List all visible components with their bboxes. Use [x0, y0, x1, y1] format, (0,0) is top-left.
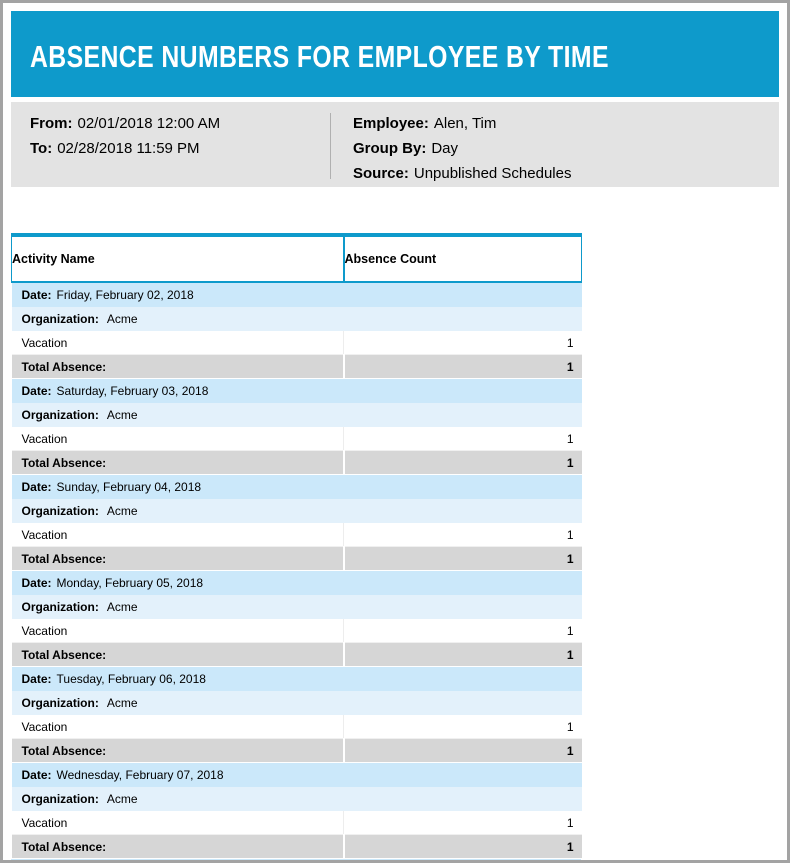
absence-table [11, 233, 582, 859]
activity-row [12, 715, 582, 739]
total-label: Total Absence: [12, 547, 344, 571]
column-header-absence-count: Absence Count [344, 235, 582, 282]
total-count: 1 [344, 739, 582, 763]
activity-row [12, 619, 582, 643]
date-row [12, 667, 582, 692]
organization-label: Organization: [21, 696, 99, 710]
total-count: 1 [344, 355, 582, 379]
employee-parameter [353, 111, 571, 136]
from-label: From: [30, 115, 73, 132]
date-value: Monday, February 05, 2018 [56, 576, 204, 590]
group-by-value: Day [431, 140, 459, 157]
table-header-row [12, 235, 582, 282]
organization-value: Acme [106, 408, 138, 422]
date-label: Date: [21, 768, 52, 782]
group-by-label: Group By: [353, 140, 427, 157]
total-count: 1 [344, 547, 582, 571]
date-value: Friday, February 02, 2018 [56, 288, 194, 302]
activity-count: 1 [344, 619, 582, 643]
source-parameter [353, 161, 571, 186]
organization-value: Acme [106, 504, 138, 518]
date-row [12, 763, 582, 788]
date-value: Sunday, February 04, 2018 [56, 480, 202, 494]
organization-label: Organization: [21, 600, 99, 614]
next-date-row-partial [11, 859, 581, 863]
activity-name: Vacation [12, 715, 344, 739]
source-value: Unpublished Schedules [413, 165, 572, 182]
activity-name: Vacation [12, 523, 344, 547]
date-row [12, 475, 582, 500]
to-parameter [30, 136, 330, 161]
activity-count: 1 [344, 427, 582, 451]
total-row [12, 835, 582, 859]
source-label: Source: [353, 165, 409, 182]
organization-row [12, 499, 582, 523]
activity-row [12, 427, 582, 451]
total-label: Total Absence: [12, 739, 344, 763]
organization-row [12, 595, 582, 619]
activity-row [12, 331, 582, 355]
report-title-banner [11, 11, 779, 97]
activity-row [12, 523, 582, 547]
total-row [12, 643, 582, 667]
total-label: Total Absence: [12, 451, 344, 475]
organization-label: Organization: [21, 504, 99, 518]
report-title: ABSENCE NUMBERS FOR EMPLOYEE BY TIME [30, 39, 609, 74]
date-value: Wednesday, February 07, 2018 [56, 768, 224, 782]
date-row [12, 571, 582, 596]
organization-value: Acme [106, 792, 138, 806]
total-row [12, 739, 582, 763]
organization-row [12, 307, 582, 331]
activity-count: 1 [344, 715, 582, 739]
total-row [12, 355, 582, 379]
total-label: Total Absence: [12, 355, 344, 379]
activity-row [12, 811, 582, 835]
activity-count: 1 [344, 523, 582, 547]
employee-value: Alen, Tim [433, 115, 497, 132]
organization-label: Organization: [21, 312, 99, 326]
date-value: Saturday, February 03, 2018 [56, 384, 209, 398]
date-label: Date: [21, 576, 52, 590]
group-by-parameter [353, 136, 571, 161]
activity-name: Vacation [12, 427, 344, 451]
organization-value: Acme [106, 696, 138, 710]
date-label: Date: [21, 288, 52, 302]
organization-label: Organization: [21, 408, 99, 422]
total-count: 1 [344, 451, 582, 475]
activity-count: 1 [344, 331, 582, 355]
organization-row [12, 691, 582, 715]
organization-value: Acme [106, 312, 138, 326]
organization-row [12, 403, 582, 427]
to-value: 02/28/2018 11:59 PM [57, 140, 200, 157]
date-label: Date: [21, 480, 52, 494]
total-row [12, 451, 582, 475]
to-label: To: [30, 140, 53, 157]
date-row [12, 282, 582, 307]
total-count: 1 [344, 835, 582, 859]
activity-name: Vacation [12, 331, 344, 355]
date-value: Tuesday, February 06, 2018 [56, 672, 206, 686]
organization-label: Organization: [21, 792, 99, 806]
total-row [12, 547, 582, 571]
organization-value: Acme [106, 600, 138, 614]
total-count: 1 [344, 643, 582, 667]
total-label: Total Absence: [12, 643, 344, 667]
activity-count: 1 [344, 811, 582, 835]
parameters-right-column [331, 111, 571, 187]
date-label: Date: [21, 672, 52, 686]
total-label: Total Absence: [12, 835, 344, 859]
column-header-activity-name: Activity Name [12, 235, 344, 282]
activity-name: Vacation [12, 619, 344, 643]
from-value: 02/01/2018 12:00 AM [77, 115, 221, 132]
date-label: Date: [21, 384, 52, 398]
from-parameter [30, 111, 330, 136]
date-row [12, 379, 582, 404]
report-parameters-bar [11, 102, 779, 187]
organization-row [12, 787, 582, 811]
employee-label: Employee: [353, 115, 429, 132]
activity-name: Vacation [12, 811, 344, 835]
parameters-left-column [11, 111, 330, 187]
